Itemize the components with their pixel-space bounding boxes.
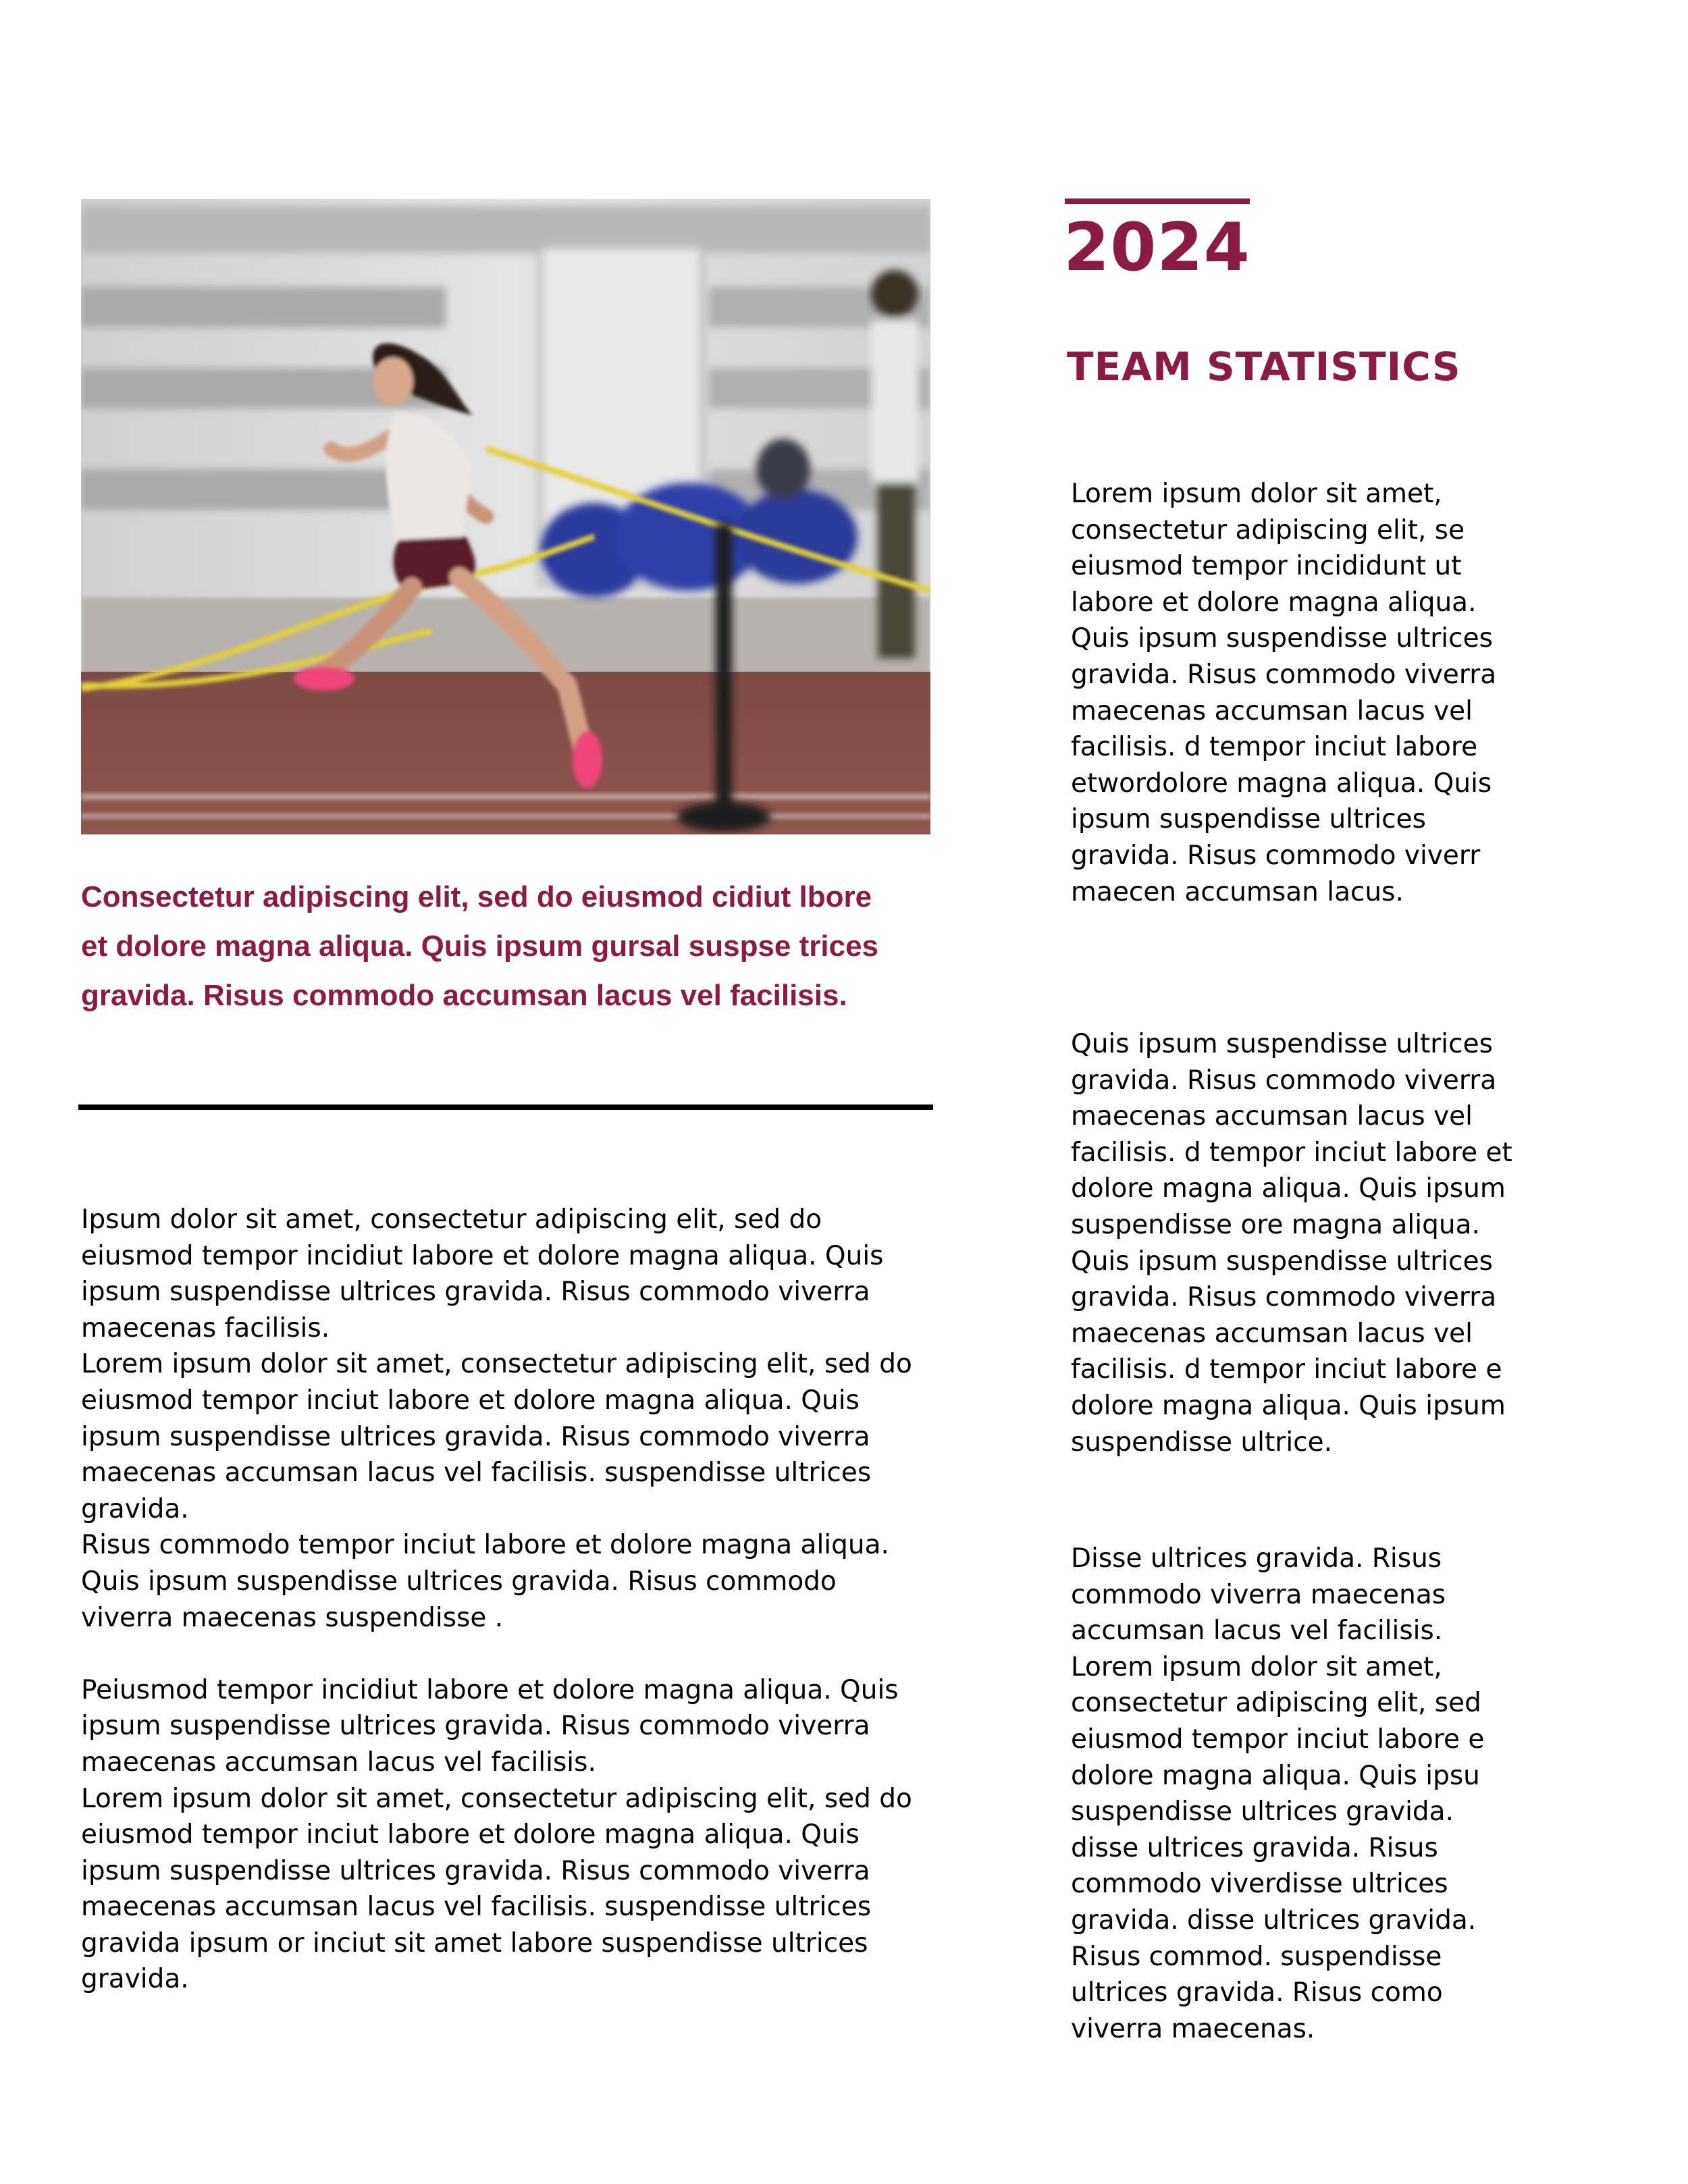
right-paragraph-1: Lorem ipsum dolor sit amet, consectetur adipiscing elit, se eiusmod tempor incididunt ut labore et dolore magna aliqua. Quis ipsum suspendisse ultrices gravida. Risus commodo viverra maecenas accumsan lacus vel facilisis. d tempor inciut labore etwordolore magna aliqua. Quis ipsum suspendisse ultrices gravida. Risus commodo viverr maecen accumsan lacus.: [1071, 479, 1497, 907]
section-divider: [78, 1104, 933, 1110]
right-paragraph-3: Disse ultrices gravida. Risus commodo viverra maecenas accumsan lacus vel facilisis. Lorem ipsum dolor sit amet, consectetur adipiscing elit, sed eiusmod tempor inciut labore e dolore magna aliqua. Quis ipsu suspendisse ultrices gravida. disse ultrices gravida. Risus commodo viverdisse ultrices gravida. disse ultrices gravida. Risus commod. suspendisse ultrices gravida. Risus como viverra maecenas.: [1071, 1543, 1485, 2044]
left-body-text: [81, 1202, 952, 1998]
right-paragraph-2: Quis ipsum suspendisse ultrices gravida. Risus commodo viverra maecenas accumsan lacus vel facilisis. d tempor inciut labore et dolore magna aliqua. Quis ipsum suspendisse ore magna aliqua. Quis ipsum suspendisse ultrices gravida. Risus commodo viverra maecenas accumsan lacus vel facilisis. d tempor inciut labore e dolore magna aliqua. Quis ipsum suspendisse ultrice.: [1071, 1029, 1512, 1458]
team-statistics-heading: TEAM STATISTICS: [1067, 344, 1461, 390]
sprinter-photo-icon: [81, 199, 930, 834]
sprinter-photo: [81, 199, 930, 834]
left-paragraph-1: Ipsum dolor sit amet, consectetur adipiscing elit, sed do eiusmod tempor incidiut labore et dolore magna aliqua. Quis ipsum suspendisse ultrices gravida. Risus commodo viverra maecenas facilisis. Lorem ipsum dolor sit amet, consectetur adipiscing elit, sed do eiusmod tempor inciut labore et dolore magna aliqua. Quis ipsum suspendisse ultrices gravida. Risus commodo viverra maecenas accumsan lacus vel facilisis. suspendisse ultrices gravida. Risus commodo tempor inciut labore et dolore magna aliqua. Quis ipsum suspendisse ultrices gravida. Risus commodo viverra maecenas suspendisse .: [81, 1204, 912, 1633]
year-title: 2024: [1063, 209, 1250, 286]
left-paragraph-2: Peiusmod tempor incidiut labore et dolore magna aliqua. Quis ipsum suspendisse ultrices gravida. Risus commodo viverra maecenas accumsan lacus vel facilisis. Lorem ipsum dolor sit amet, consectetur adipiscing elit, sed do eiusmod tempor inciut labore et dolore magna aliqua. Quis ipsum suspendisse ultrices gravida. Risus commodo viverra maecenas accumsan lacus vel facilisis. suspendisse ultrices gravida ipsum or inciut sit amet labore suspendisse ultrices gravida.: [81, 1674, 912, 1995]
photo-caption: Consectetur adipiscing elit, sed do eiusmod cidiut lbore et dolore magna aliqua. Quis ipsum gursal suspse trices gravida. Risus commodo accumsan lacus vel facilisis.: [81, 880, 879, 1012]
year-accent-rule: [1065, 198, 1250, 204]
